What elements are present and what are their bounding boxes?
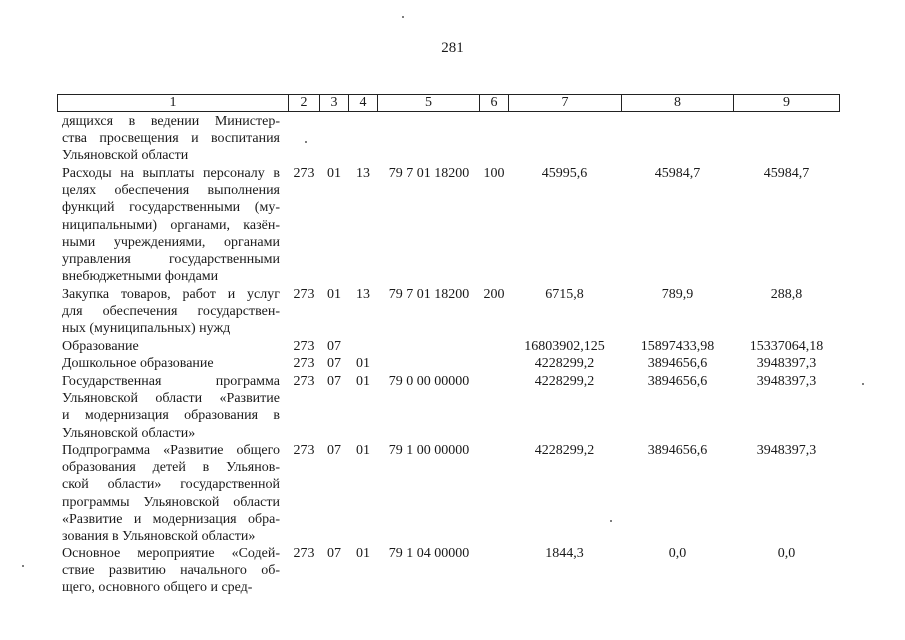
cell-col-8: 3894656,6: [647, 443, 708, 458]
description-line: Ульяновской области»: [62, 425, 196, 441]
cell-col-9: 3948397,3: [756, 443, 817, 458]
description-line: зования в Ульяновской области»: [62, 529, 256, 545]
cell-col-8: 789,9: [661, 287, 694, 302]
cell-col-3: 07: [327, 443, 341, 458]
cell-col-2: 273: [293, 166, 315, 181]
cell-col-8: 45984,7: [654, 166, 701, 181]
description-line: образования детей в Ульянов-: [62, 460, 280, 476]
column-header-6: 6: [480, 95, 509, 111]
cell-col-3: 07: [327, 374, 341, 389]
cell-col-9: 0,0: [777, 546, 796, 561]
cell-col-3: 07: [327, 546, 341, 561]
scan-speck: [862, 383, 864, 385]
cell-col-8: 3894656,6: [647, 356, 708, 371]
cell-col-3: 01: [327, 287, 341, 302]
cell-col-9: 45984,7: [763, 166, 810, 181]
cell-col-3: 01: [327, 166, 341, 181]
cell-col-6: 200: [483, 287, 505, 302]
description-line: ствие развитию начального об-: [62, 563, 280, 579]
cell-col-6: 100: [483, 166, 505, 181]
page-number: 281: [441, 40, 464, 56]
cell-col-7: 4228299,2: [534, 443, 595, 458]
column-header-1: 1: [58, 95, 289, 111]
description-line: Образование: [62, 339, 139, 354]
cell-col-5: 79 1 04 00000: [388, 546, 470, 561]
column-header-4: 4: [349, 95, 378, 111]
description-line: для обеспечения государствен-: [62, 304, 280, 320]
cell-col-9: 15337064,18: [749, 339, 824, 354]
cell-col-2: 273: [293, 546, 315, 561]
cell-col-2: 273: [293, 443, 315, 458]
description-line: ской области» государственной: [62, 477, 280, 493]
cell-col-8: 0,0: [668, 546, 687, 561]
description-line: Ульяновской области «Развитие: [62, 391, 280, 407]
cell-col-7: 16803902,125: [524, 339, 605, 354]
cell-col-3: 07: [327, 356, 341, 371]
table-header: [57, 94, 840, 112]
description-line: «Развитие и модернизация обра-: [62, 511, 280, 527]
cell-col-2: 273: [293, 356, 315, 371]
cell-col-2: 273: [293, 287, 315, 302]
description-line: Государственная программа: [62, 374, 280, 389]
description-line: щего, основного общего и сред-: [62, 580, 253, 596]
cell-col-2: 273: [293, 339, 315, 354]
cell-col-4: 01: [356, 546, 370, 561]
cell-col-2: 273: [293, 374, 315, 389]
description-line: программы Ульяновской области: [62, 494, 280, 510]
cell-col-7: 4228299,2: [534, 356, 595, 371]
description-line: и модернизация образования в: [62, 408, 280, 424]
cell-col-7: 1844,3: [545, 546, 584, 561]
description-line: функций государственными (му-: [62, 200, 280, 216]
row-description: [62, 165, 280, 285]
column-header-3: 3: [320, 95, 349, 111]
description-line: ства просвещения и воспитания: [62, 131, 280, 147]
scan-speck: [22, 565, 24, 567]
scan-speck: [610, 520, 612, 522]
cell-col-8: 3894656,6: [647, 374, 708, 389]
row-description: [62, 442, 280, 545]
cell-col-7: 4228299,2: [534, 374, 595, 389]
cell-col-5: 79 0 00 00000: [388, 374, 470, 389]
scan-speck: [402, 16, 404, 18]
description-line: Закупка товаров, работ и услуг: [62, 287, 280, 302]
column-header-9: 9: [783, 95, 790, 110]
cell-col-5: 79 7 01 18200: [388, 166, 470, 181]
column-header-7: 7: [509, 95, 622, 111]
description-line: целях обеспечения выполнения: [62, 183, 280, 199]
cell-col-7: 6715,8: [545, 287, 584, 302]
cell-col-5: 79 1 00 00000: [388, 443, 470, 458]
scan-speck: [305, 141, 307, 143]
description-line: Основное мероприятие «Содей-: [62, 546, 280, 561]
cell-col-3: 07: [327, 339, 341, 354]
description-line: Подпрограмма «Развитие общего: [62, 443, 280, 458]
cell-col-4: 01: [356, 356, 370, 371]
row-description: [62, 113, 280, 165]
column-header-8: 8: [622, 95, 734, 111]
cell-col-9: 3948397,3: [756, 356, 817, 371]
description-line: Ульяновской области: [62, 148, 189, 164]
row-description: [62, 355, 280, 372]
cell-col-9: 288,8: [770, 287, 803, 302]
cell-col-7: 45995,6: [541, 166, 588, 181]
cell-col-8: 15897433,98: [640, 339, 715, 354]
cell-col-4: 13: [356, 166, 370, 181]
cell-col-9: 3948397,3: [756, 374, 817, 389]
description-line: управления государственными: [62, 252, 280, 268]
column-header-5: 5: [378, 95, 480, 111]
description-line: внебюджетными фондами: [62, 269, 219, 285]
row-description: [62, 373, 280, 442]
description-line: ниципальными) органами, казён-: [62, 217, 280, 233]
description-line: дящихся в ведении Министер-: [62, 114, 280, 129]
description-line: Дошкольное образование: [62, 356, 214, 371]
cell-col-5: 79 7 01 18200: [388, 287, 470, 302]
row-description: [62, 286, 280, 338]
description-line: Расходы на выплаты персоналу в: [62, 166, 280, 181]
column-header-2: 2: [289, 95, 320, 111]
row-description: [62, 545, 280, 597]
description-line: ных (муниципальных) нужд: [62, 321, 231, 337]
cell-col-4: 01: [356, 374, 370, 389]
cell-col-4: 13: [356, 287, 370, 302]
description-line: ными учреждениями, органами: [62, 234, 280, 250]
row-description: [62, 338, 280, 355]
cell-col-4: 01: [356, 443, 370, 458]
